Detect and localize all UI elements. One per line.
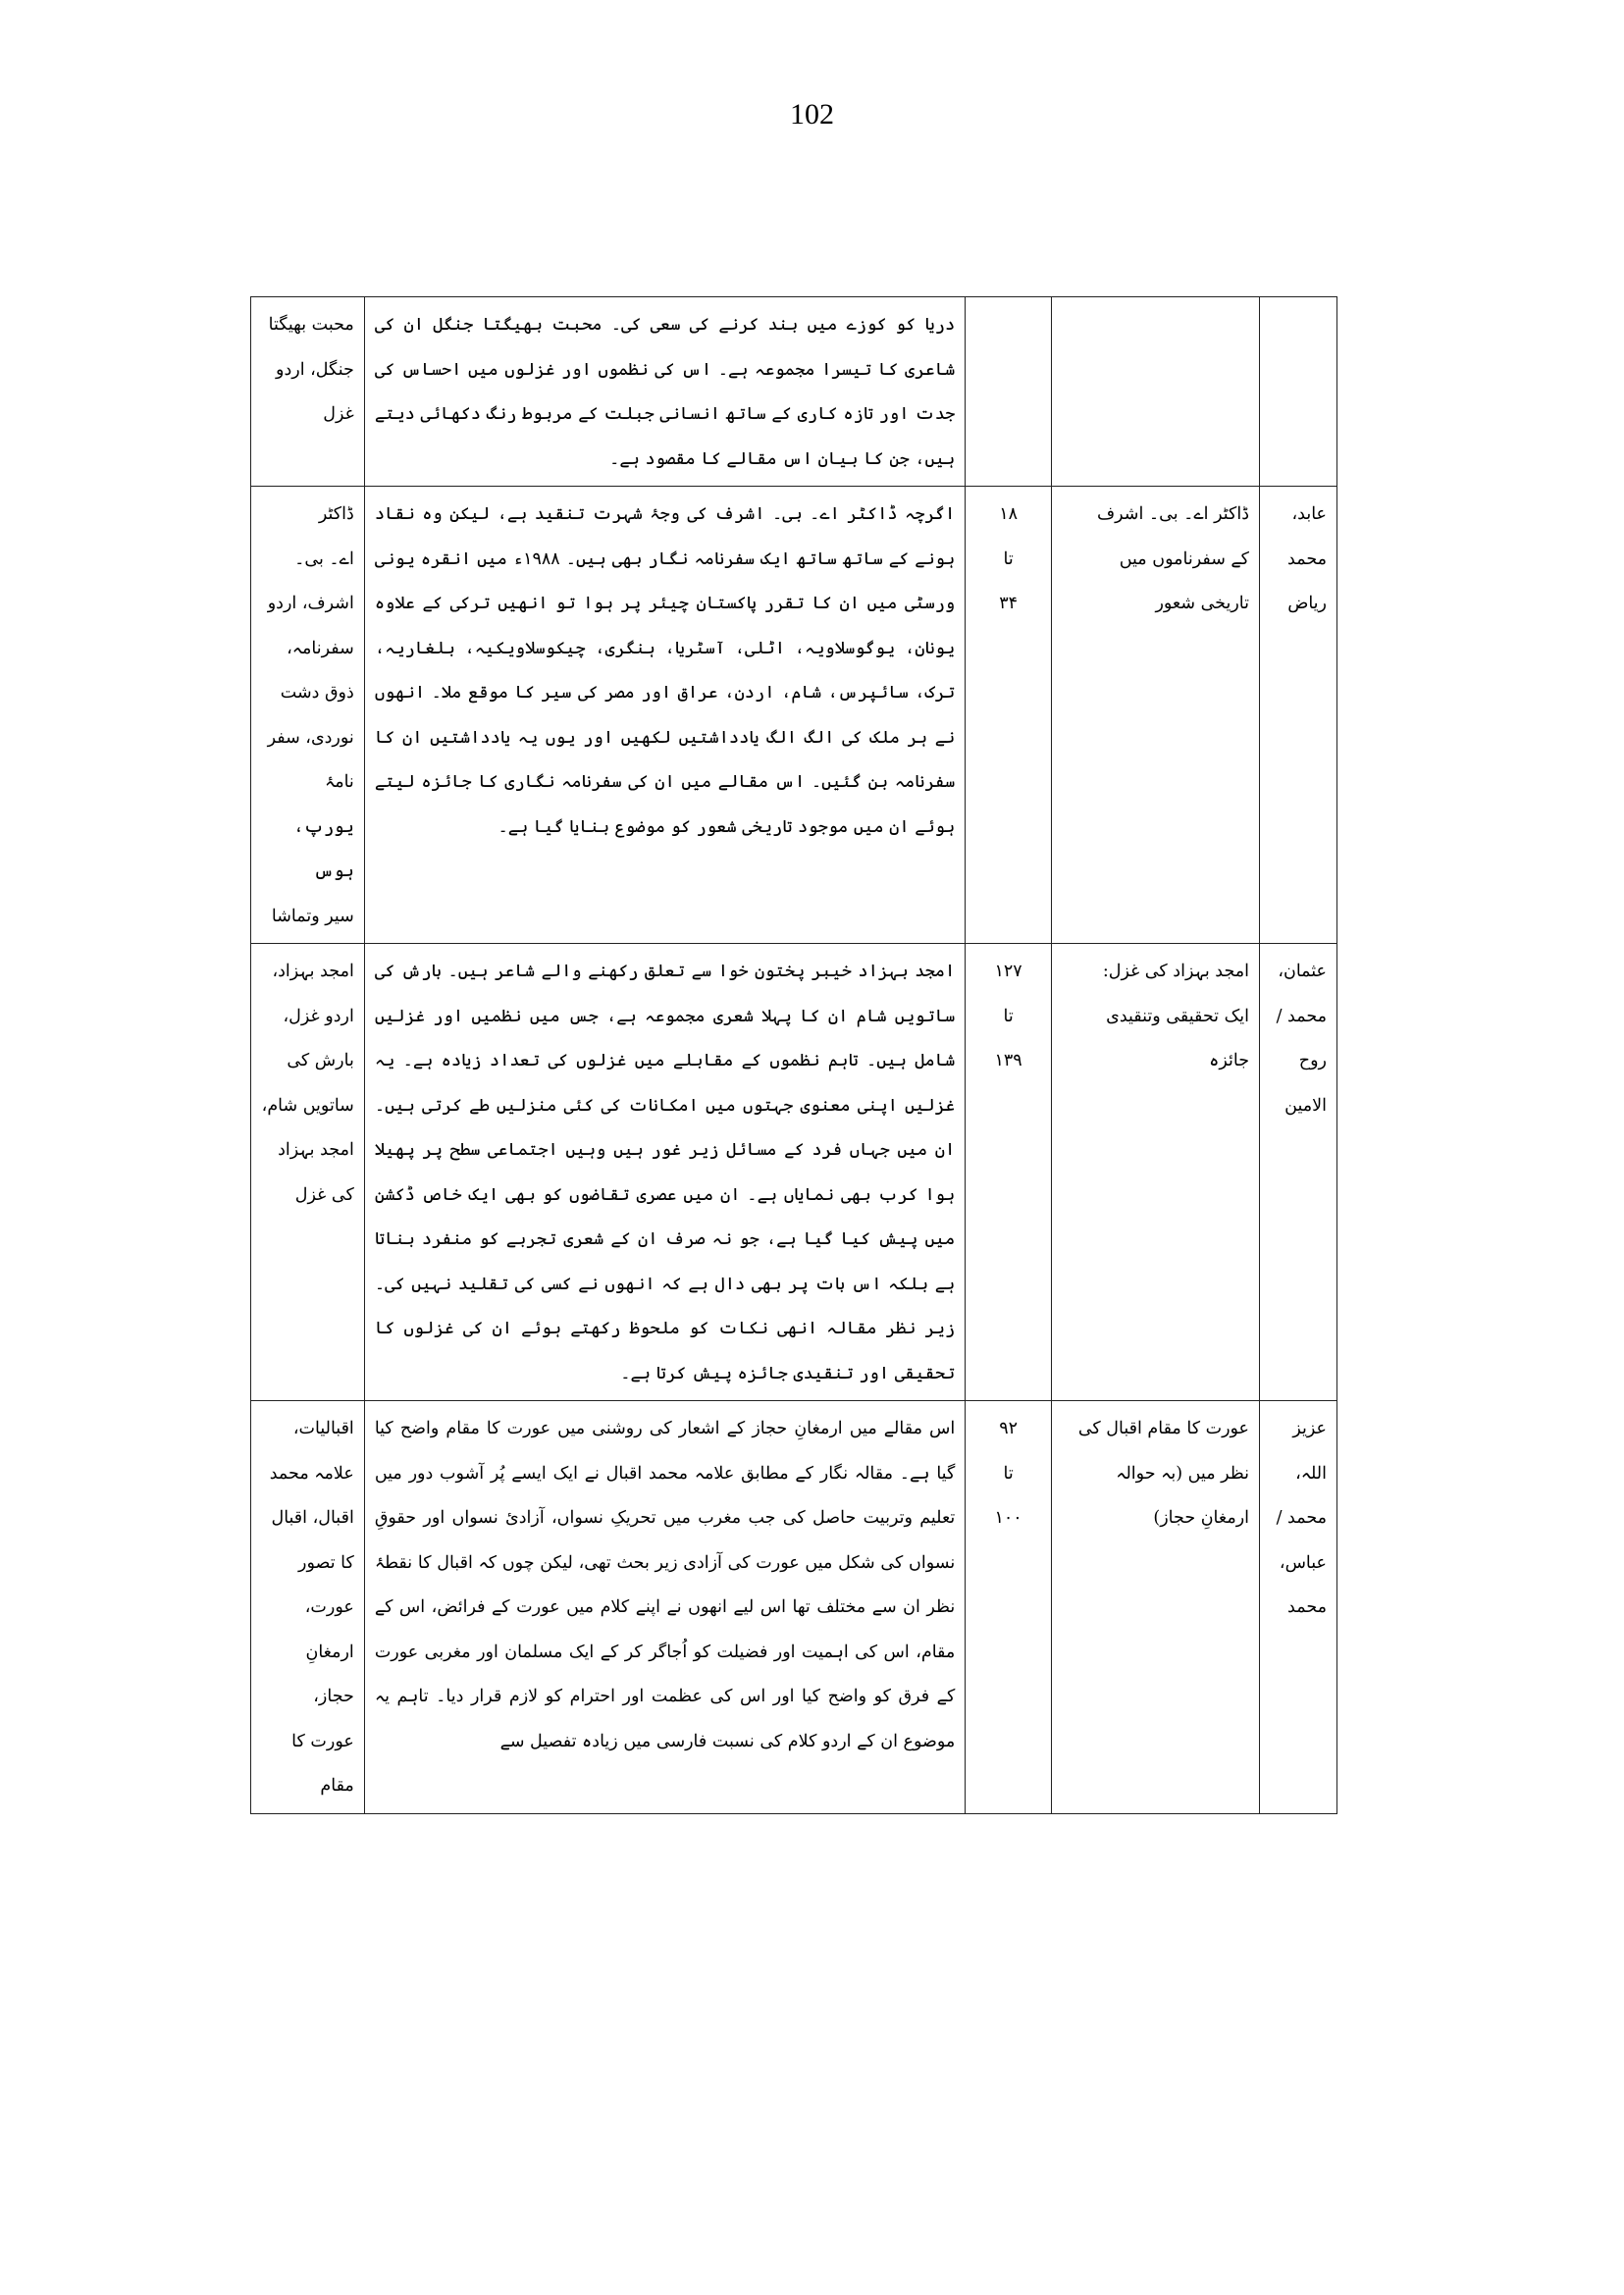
author-cell [1260,1401,1337,1814]
author-cell-line: عابد، محمد [1287,504,1327,569]
author-cell-line: ریاض [1287,594,1327,613]
abstract-cell: دریا کو کوزے میں بند کرنے کی سعی کی۔ محبت بھیگتا جنگل ان کی شاعری کا تیسرا مجموعہ ہے۔ اس کی نظموں اور غزلوں میں احساس کی جدت اور تازہ کاری کے ساتھ انسانی جبلت کے مربوط رنگ دکھائی دیتے ہیں، جن کا بیان اس مقالے کا مقصود ہے۔ [364,297,965,487]
pages-cell-line: ۱۲۷ [994,962,1022,981]
pages-cell-line: ۹۲ [999,1419,1018,1438]
keywords-cell-line: کا تصور [298,1552,354,1573]
title-cell-line: ڈاکٹر اے۔ بی۔ اشرف [1097,504,1250,524]
pages-cell-line: تا [1003,548,1014,569]
table-row [251,487,1337,944]
keywords-cell [251,297,365,487]
author-cell-line: عثمان، [1278,962,1327,981]
pages-cell [966,487,1052,944]
keywords-cell-line: اقبالیات، [292,1419,354,1438]
keywords-cell-line: سفرنامہ، [287,638,354,658]
keywords-cell-line: مقام [320,1776,354,1796]
abstract-cell: اگرچہ ڈاکٹر اے۔ بی۔ اشرف کی وجۂ شہرت تنقید ہے، لیکن وہ نقاد ہونے کے ساتھ ساتھ ایک سفرنامہ نگار بھی ہیں۔ ۱۹۸۸ء میں انقرہ یونی ورسٹی میں ان کا تقرر پاکستان چیئر پر ہوا تو انھیں ترکی کے علاوہ یونان، یوگوسلاویہ، اٹلی، آسٹریا، ہنگری، چیکوسلاویکیہ، بلغاریہ، ترک، سائپرس، شام، اردن، عراق اور مصر کی سیر کا موقع ملا۔ انھوں نے ہر ملک کی الگ الگ یادداشتیں لکھیں اور یوں یہ یادداشتیں ان کا سفرنامہ بن گئیں۔ اس مقالے میں ان کی سفرنامہ نگاری کا جائزہ لیتے ہوئے ان میں موجود تاریخی شعور کو موضوع بنایا گیا ہے۔ [364,487,965,944]
article-index-table [250,296,1337,1814]
pages-cell [966,944,1052,1401]
keywords-cell-line: کی غزل [294,1184,354,1205]
keywords-cell-line: بارش کی [287,1051,354,1070]
keywords-cell-line: اشرف، اردو [267,594,354,613]
keywords-cell-line: اردو غزل، [283,1006,354,1026]
abstract-cell: امجد بہزاد خیبر پختون خوا سے تعلق رکھنے والے شاعر ہیں۔ بارش کی ساتویں شام ان کا پہلا شعری مجموعہ ہے، جس میں نظمیں اور غزلیں شامل ہیں۔ تاہم نظموں کے مقابلے میں غزلوں کی تعداد زیادہ ہے۔ یہ غزلیں اپنی معنوی جہتوں میں امکانات کی کئی منزلیں طے کرتی ہیں۔ ان میں جہاں فرد کے مسائل زیر غور ہیں وہیں اجتماعی سطح پر پھیلا ہوا کرب بھی نمایاں ہے۔ ان میں عصری تقاضوں کو بھی ایک خاص ڈکشن میں پیش کیا گیا ہے، جو نہ صرف ان کے شعری تجربے کو منفرد بناتا ہے بلکہ اس بات پر بھی دال ہے کہ انھوں نے کسی کی تقلید نہیں کی۔ زیر نظر مقالہ انھی نکات کو ملحوظ رکھتے ہوئے ان کی غزلوں کا تحقیقی اور تنقیدی جائزہ پیش کرتا ہے۔ [364,944,965,1401]
table-row [251,1401,1337,1814]
keywords-cell-line: غزل [323,404,354,424]
pages-cell-line: ۱۸ [999,504,1018,524]
table-row [251,297,1337,487]
author-cell [1260,297,1337,487]
keywords-cell-line: جنگل، اردو [276,359,354,380]
title-cell-line: تاریخی شعور [1155,594,1250,613]
title-cell-line: جائزہ [1209,1051,1250,1070]
author-cell-line: محمد / روح [1276,1006,1327,1070]
title-cell-line: کے سفرناموں میں [1119,548,1250,569]
author-cell-line: عزیز اللہ، [1292,1419,1327,1484]
pages-cell-line: ۱۳۹ [994,1051,1022,1070]
keywords-cell-line: امجد بہزاد، [272,962,354,981]
pages-cell-line: ۱۰۰ [994,1508,1022,1528]
pages-cell-line: تا [1003,1006,1014,1026]
keywords-cell-line: محبت بھیگتا [268,315,354,335]
keywords-cell-line: یورپ، ہوس [293,816,354,881]
pages-cell [966,1401,1052,1814]
title-cell [1051,1401,1259,1814]
author-cell [1260,944,1337,1401]
table-row [251,944,1337,1401]
page-number: 102 [790,98,834,130]
keywords-cell-line: اے۔ بی۔ [294,548,354,569]
title-cell-line: ارمغانِ حجاز) [1153,1508,1250,1528]
keywords-cell-line: سیر وتماشا [271,906,354,926]
author-cell-line: الامین [1284,1095,1327,1116]
author-cell [1260,487,1337,944]
title-cell [1051,487,1259,944]
table-body [251,297,1337,1814]
title-cell-line: عورت کا مقام اقبال کی [1077,1419,1250,1438]
keywords-cell-line: علامہ محمد [269,1463,354,1484]
keywords-cell-line: عورت کا [291,1731,354,1751]
title-cell-line: نظر میں (بہ حوالہ [1116,1463,1250,1484]
keywords-cell [251,944,365,1401]
keywords-cell [251,487,365,944]
keywords-cell-line: نوردی، سفر [267,727,354,748]
title-cell [1051,297,1259,487]
keywords-cell-line: اقبال، اقبال [271,1508,354,1528]
keywords-cell-line: ارمغانِ حجاز، [305,1642,354,1706]
keywords-cell-line: عورت، [304,1597,354,1617]
keywords-cell [251,1401,365,1814]
keywords-cell-line: نامۂ [324,772,354,792]
keywords-cell-line: ذوق دشت [280,683,354,703]
keywords-cell-line: امجد بہزاد [278,1140,354,1160]
pages-cell-line: تا [1003,1463,1014,1484]
keywords-cell-line: ڈاکٹر [318,504,354,524]
abstract-cell: اس مقالے میں ارمغانِ حجاز کے اشعار کی روشنی میں عورت کا مقام واضح کیا گیا ہے۔ مقالہ نگار کے مطابق علامہ محمد اقبال نے ایک ایسے پُر آشوب دور میں تعلیم وتربیت حاصل کی جب مغرب میں تحریکِ نسواں، آزادیٔ نسواں اور حقوقِ نسواں کی شکل میں عورت کی آزادی زیر بحث تھی، لیکن چوں کہ اقبال کا نقطۂ نظر ان سے مختلف تھا اس لیے انھوں نے اپنے کلام میں عورت کے فرائض، اس کے مقام، اس کی اہمیت اور فضیلت کو اُجاگر کر کے ایک مسلمان اور مغربی عورت کے فرق کو واضح کیا اور اس کی عظمت اور احترام کو لازم قرار دیا۔ تاہم یہ موضوع ان کے اردو کلام کی نسبت فارسی میں زیادہ تفصیل سے [364,1401,965,1814]
keywords-cell-line: ساتویں شام، [261,1095,354,1116]
title-cell [1051,944,1259,1401]
author-cell-line: عباس، محمد [1279,1552,1327,1617]
pages-cell [966,297,1052,487]
author-cell-line: محمد / [1276,1508,1327,1528]
title-cell-line: ایک تحقیقی وتنقیدی [1106,1006,1250,1026]
pages-cell-line: ۳۴ [999,594,1018,613]
title-cell-line: امجد بہزاد کی غزل: [1102,962,1250,981]
